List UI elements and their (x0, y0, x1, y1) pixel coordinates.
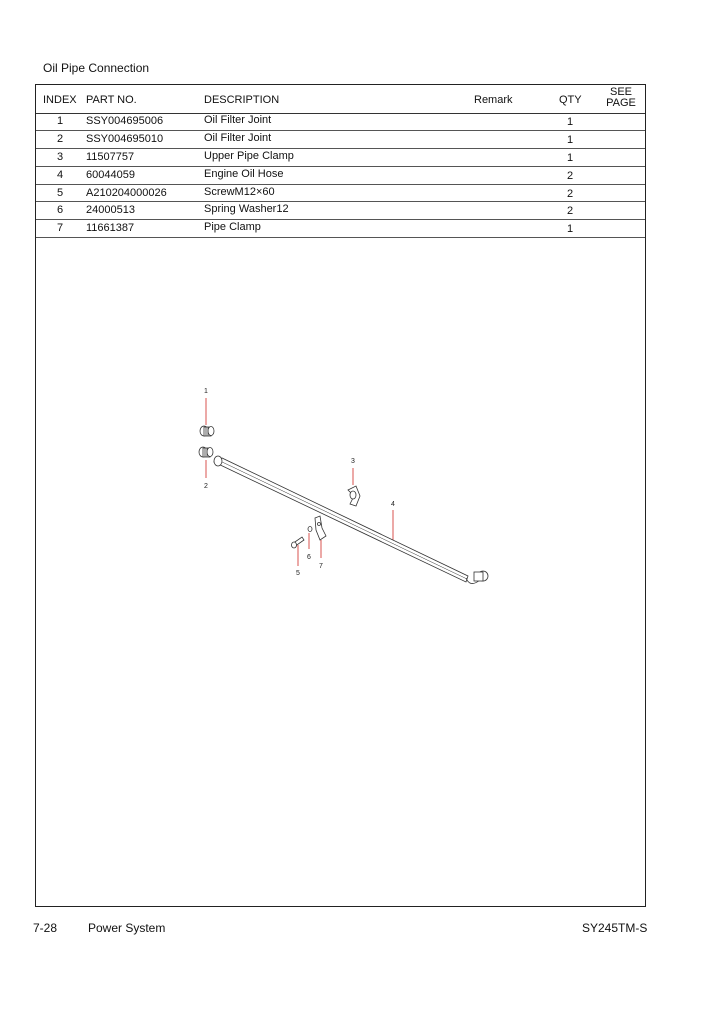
page-title: Oil Pipe Connection (43, 61, 150, 75)
row-part-no: 24000513 (86, 204, 135, 217)
row-description: Spring Washer12 (204, 203, 289, 216)
header-qty: QTY (559, 94, 582, 106)
row-qty: 1 (566, 133, 574, 146)
row-index: 4 (56, 168, 64, 181)
oil-filter-joint-1 (200, 426, 214, 436)
row-part-no: SSY004695006 (86, 115, 164, 127)
footer-model: SY245TM-S (582, 921, 648, 935)
header-see-line2: PAGE (606, 97, 636, 109)
engine-oil-hose (214, 456, 488, 584)
row-index: 2 (56, 132, 64, 145)
callout-label: 6 (307, 554, 311, 561)
row-qty: 2 (566, 205, 574, 218)
row-index: 1 (56, 115, 64, 127)
callout-label: 1 (204, 388, 208, 395)
row-index: 5 (56, 186, 64, 199)
row-part-no: 60044059 (86, 168, 135, 181)
callout-label: 7 (319, 563, 323, 570)
header-description: DESCRIPTION (204, 94, 280, 106)
footer-section: Power System (88, 921, 166, 935)
row-qty: 1 (566, 151, 574, 164)
row-index: 6 (56, 204, 64, 217)
callout-label: 5 (296, 570, 300, 577)
row-description: Upper Pipe Clamp (204, 149, 294, 162)
header-index: INDEX (43, 94, 77, 106)
row-qty: 2 (566, 169, 574, 182)
spring-washer (308, 527, 312, 532)
row-qty: 1 (566, 223, 574, 236)
row-part-no: 11507757 (86, 150, 135, 163)
row-description: Engine Oil Hose (204, 167, 284, 180)
header-part-no: PART NO. (86, 94, 137, 106)
callout-label: 4 (391, 501, 395, 508)
header-remark: Remark (474, 94, 513, 106)
footer-page-number: 7-28 (33, 921, 58, 935)
row-part-no: SSY004695010 (86, 132, 164, 145)
callout-label: 2 (204, 483, 208, 490)
row-part-no: A210204000026 (86, 186, 167, 199)
row-qty: 1 (566, 116, 574, 128)
pipe-clamp (315, 516, 326, 540)
header-see-line1: SEE (609, 86, 632, 98)
row-index: 3 (56, 150, 64, 163)
upper-pipe-clamp (348, 486, 360, 506)
row-description: ScrewM12×60 (204, 185, 275, 198)
row-part-no: 11661387 (86, 222, 135, 235)
row-description: Oil Filter Joint (204, 114, 272, 126)
callout-label: 3 (351, 458, 355, 465)
row-qty: 2 (566, 187, 574, 200)
oil-filter-joint-2 (199, 447, 213, 457)
row-description: Oil Filter Joint (204, 131, 272, 144)
row-index: 7 (56, 222, 64, 235)
row-description: Pipe Clamp (204, 221, 261, 234)
